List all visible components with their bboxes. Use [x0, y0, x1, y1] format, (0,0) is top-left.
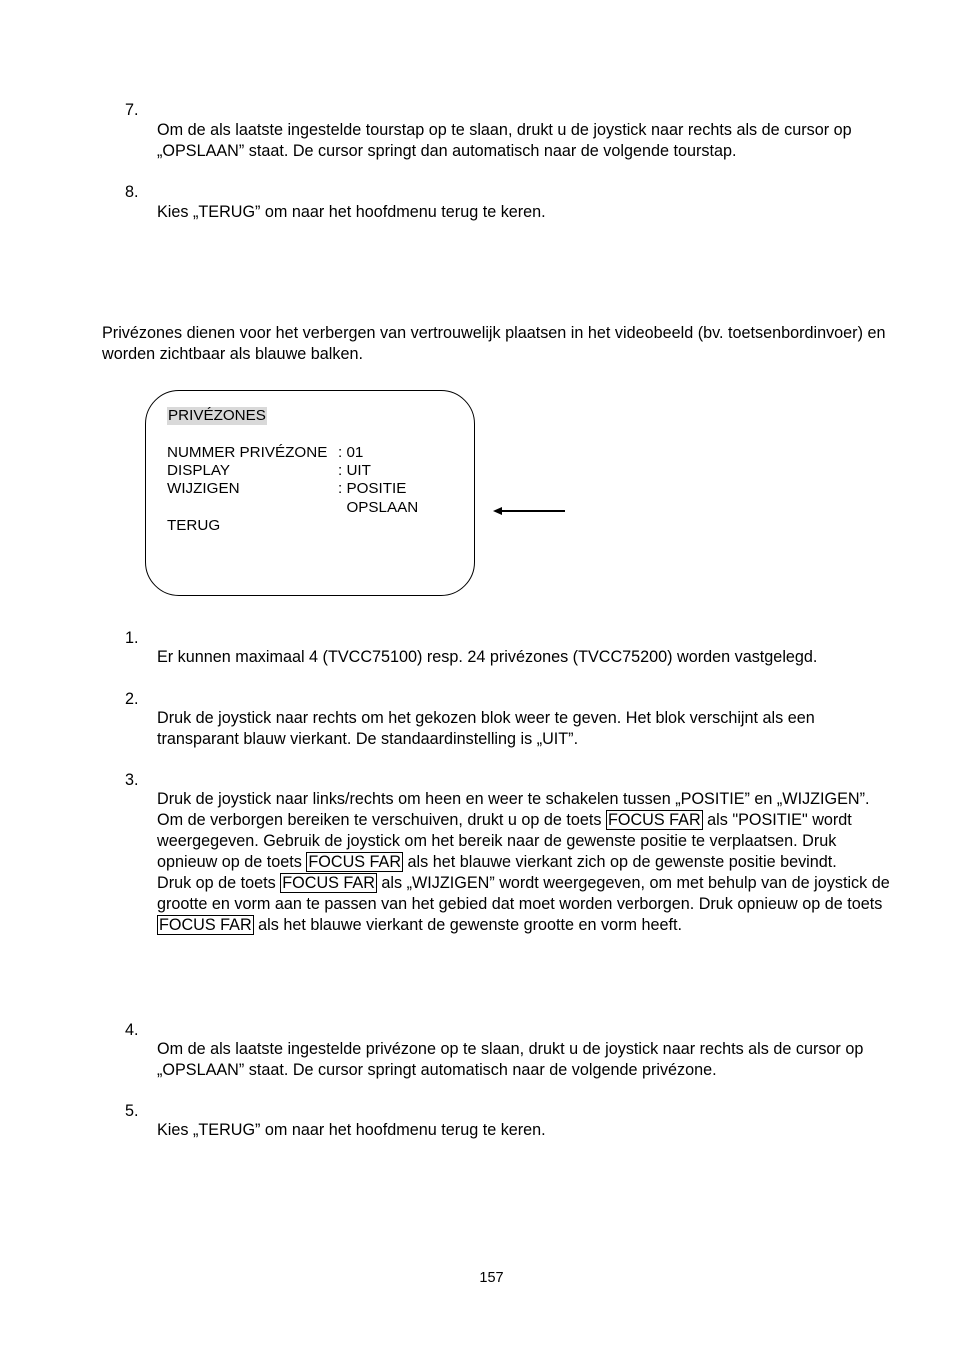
- focus-far-key: FOCUS FAR: [608, 811, 701, 829]
- step-number: 7.: [125, 101, 139, 119]
- osd-row-value: : UIT: [338, 462, 371, 479]
- pointer-arrow-icon: [493, 503, 567, 519]
- step-text-block: [157, 789, 897, 936]
- osd-row-value: : POSITIE: [338, 480, 407, 497]
- step-number: 3.: [125, 771, 139, 789]
- text-run: als "POSITIE" wordt weergegeven. Gebruik de joystick om het bereik naar de gewenste positie te verplaatsen. Druk opnieuw op de toets: [157, 811, 852, 871]
- osd-row-label: TERUG: [167, 517, 221, 534]
- focus-far-key: FOCUS FAR: [282, 874, 375, 892]
- text-run: als „WIJZIGEN” wordt weergegeven, om met behulp van de joystick de grootte en vorm aan te passen van het gebied dat moet worden verborgen. Druk opnieuw op de toets: [157, 874, 890, 913]
- focus-far-key: FOCUS FAR: [159, 916, 252, 934]
- step-number: 5.: [125, 1102, 139, 1120]
- text-run: als het blauwe vierkant de gewenste grootte en vorm heeft.: [253, 916, 682, 934]
- step-text: Om de als laatste ingestelde privézone op te slaan, drukt u de joystick naar rechts als de cursor op „OPSLAAN” staat. De cursor springt automatisch naar de volgende privézone.: [157, 1040, 864, 1079]
- osd-row-value: : 01: [338, 444, 364, 461]
- step-text: Druk de joystick naar links/rechts om heen en weer te schakelen tussen „POSITIE” en „WIJZIGEN”.: [157, 790, 870, 808]
- step-text: Er kunnen maximaal 4 (TVCC75100) resp. 24 privézones (TVCC75200) worden vastgelegd.: [157, 648, 818, 666]
- step-number: 2.: [125, 690, 139, 708]
- osd-row-value: OPSLAAN: [338, 499, 419, 516]
- text-run: als het blauwe vierkant zich op de gewenste positie bevindt.: [403, 853, 837, 871]
- osd-menu-screen: [145, 390, 475, 596]
- page-number: 157: [479, 1270, 504, 1286]
- osd-menu-title: PRIVÉZONES: [168, 407, 266, 424]
- step-text: Druk de joystick naar rechts om het gekozen blok weer te geven. Het blok verschijnt als een transparant blauw vierkant. De standaardinstelling is „UIT”.: [157, 709, 815, 748]
- step-text: [157, 873, 897, 936]
- text-run: Druk op de toets: [157, 874, 281, 892]
- text-run: Om de verborgen bereiken te verschuiven, drukt u op de toets: [157, 811, 607, 829]
- step-number: 4.: [125, 1021, 139, 1039]
- osd-row-label: DISPLAY: [167, 462, 231, 479]
- focus-far-key: FOCUS FAR: [308, 853, 402, 871]
- osd-row-label: NUMMER PRIVÉZONE: [167, 444, 328, 461]
- osd-row-label: WIJZIGEN: [167, 480, 240, 497]
- step-text: Om de als laatste ingestelde tourstap op te slaan, drukt u de joystick naar rechts als de cursor op „OPSLAAN” staat. De cursor springt dan automatisch naar de volgende tourstap.: [157, 121, 852, 160]
- step-number: 1.: [125, 629, 139, 647]
- step-text: [157, 810, 897, 873]
- intro-paragraph: Privézones dienen voor het verbergen van vertrouwelijk plaatsen in het videobeeld (bv. toetsenbordinvoer) en worden zichtbaar als blauwe balken.: [102, 324, 886, 363]
- step-text: Kies „TERUG” om naar het hoofdmenu terug te keren.: [157, 1121, 546, 1139]
- step-text: Kies „TERUG” om naar het hoofdmenu terug te keren.: [157, 203, 546, 221]
- step-number: 8.: [125, 183, 139, 201]
